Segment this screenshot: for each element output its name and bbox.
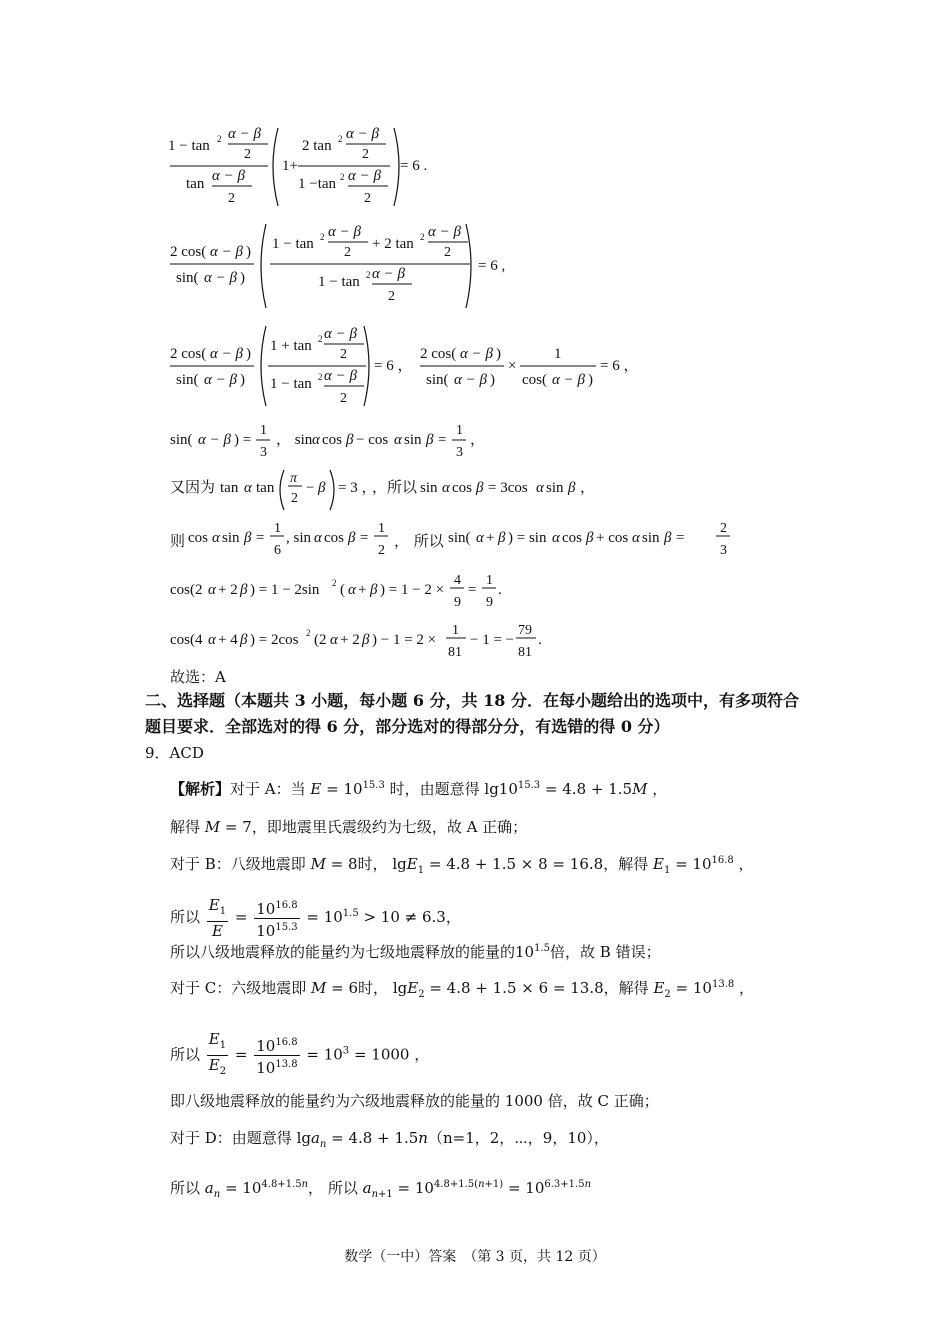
svg-text:α: α: [536, 480, 544, 496]
svg-text:2: 2: [318, 372, 323, 382]
svg-text:2: 2: [318, 334, 323, 344]
svg-text:2 cos(: 2 cos(: [170, 346, 207, 362]
svg-text:1: 1: [260, 423, 267, 438]
svg-text:3: 3: [260, 445, 267, 460]
svg-text:) = 2cos: ) = 2cos: [250, 632, 299, 648]
equation-1: [168, 122, 448, 212]
svg-text:2: 2: [366, 270, 371, 280]
section-2-heading: [145, 688, 825, 740]
svg-text:sin(: sin(: [426, 372, 449, 388]
svg-text:α − β: α − β: [210, 346, 243, 362]
svg-text:1 − tan: 1 − tan: [272, 236, 314, 252]
svg-text:2: 2: [217, 134, 222, 144]
svg-text:+ 4: + 4: [218, 632, 238, 648]
svg-text:sin: sin: [222, 530, 240, 546]
svg-text:= 3cos: = 3cos: [488, 480, 528, 496]
svg-text:=: =: [676, 530, 685, 546]
svg-text:+ 2: + 2: [340, 632, 360, 648]
svg-text:3: 3: [456, 445, 463, 460]
equation-5-math-b: [418, 464, 638, 514]
q9-line-d2: 所以 $a_n = 10^{4.8+1.5n}$， 所以 $a_{n+1} = 10^{4.8+1.5(n+1)} = 10^{6.3+1.5n}$: [170, 1179, 592, 1200]
svg-text:β: β: [426, 432, 434, 448]
svg-text:2: 2: [720, 521, 727, 536]
svg-text:2: 2: [388, 289, 395, 304]
svg-text:β: β: [362, 632, 370, 648]
svg-text:2: 2: [291, 491, 298, 506]
svg-text:2 cos(: 2 cos(: [420, 346, 457, 362]
svg-text:=: =: [438, 432, 447, 448]
svg-text:2: 2: [228, 191, 235, 206]
svg-text:.: .: [498, 582, 502, 598]
svg-text:cos(: cos(: [522, 372, 547, 388]
svg-text:2: 2: [444, 245, 451, 260]
svg-text:3: 3: [720, 543, 727, 558]
svg-text:): ): [246, 346, 251, 362]
svg-text:β: β: [498, 530, 506, 546]
svg-text:): ): [240, 270, 245, 286]
svg-text:sin(: sin(: [448, 530, 471, 546]
q9-line-b2: 所以 $\frac{E_1}{E}$ = $\frac{10^{16.8}}{10^{15.3}}$ = $10^{1.5} > 10 \ne 6.3$，: [170, 896, 461, 940]
svg-text:+ cos: + cos: [596, 530, 629, 546]
svg-text:α − β: α − β: [228, 126, 261, 142]
equation-6-mid: ， 所以: [394, 532, 444, 550]
svg-text:− cos: − cos: [356, 432, 389, 448]
svg-text:tan: tan: [186, 176, 205, 192]
q9-line-d1: 对于 D：由题意得 lga$_n$ = 4.8 + 1.5n（n=1，2，⋯，9，10），: [170, 1129, 609, 1150]
svg-text:+: +: [486, 530, 495, 546]
svg-text:tan: tan: [256, 480, 275, 496]
svg-text:, sin: , sin: [286, 530, 312, 546]
svg-text:α − β: α − β: [348, 168, 381, 184]
q9-line-c2: 所以 $\frac{E_1}{E_2}$ = $\frac{10^{16.8}}{10^{13.8}}$ = $10^3 = 1000$ ，: [170, 1030, 430, 1077]
equation-7: [168, 566, 528, 614]
svg-text:cos: cos: [452, 480, 472, 496]
svg-text:2: 2: [332, 578, 337, 588]
svg-text:2 tan: 2 tan: [302, 138, 332, 154]
svg-text:+ 2 tan: + 2 tan: [372, 236, 414, 252]
svg-text:) = 1 − 2 ×: ) = 1 − 2 ×: [380, 582, 445, 598]
q9-line-b3: 所以八级地震释放的能量约为七级地震释放的能量的$10^{1.5}$倍，故 B 错误；: [170, 943, 661, 961]
svg-text:β: β: [346, 432, 354, 448]
svg-text:β: β: [370, 582, 378, 598]
svg-text:α: α: [208, 632, 216, 648]
q9-line-c1: 对于 C：六级地震即 M = 6时， lgE$_2$ = 4.8 + 1.5 × 6 = 13.8，解得 $E_2 = 10^{13.8}$ ，: [170, 979, 755, 1000]
svg-text:+: +: [358, 582, 367, 598]
svg-text:sin: sin: [404, 432, 422, 448]
svg-text:α: α: [348, 582, 356, 598]
svg-text:β: β: [348, 530, 356, 546]
svg-text:α − β: α − β: [204, 372, 237, 388]
svg-text:2: 2: [340, 172, 345, 182]
eq5-prefix: 又因为: [170, 478, 216, 496]
equation-2: [168, 220, 528, 312]
svg-text:= 6 ，: = 6 ，: [374, 358, 413, 374]
q9-line-a2: 解得 M = 7，即地震里氏震级约为七级，故 A 正确；: [170, 818, 528, 836]
section-2-heading-line-2: 题目要求．全部选对的得 6 分，部分选对的得部分分，有选错的得 0 分）: [145, 717, 670, 736]
svg-text:2: 2: [344, 245, 351, 260]
svg-text:tan: tan: [220, 480, 239, 496]
q9-line-c3: 即八级地震释放的能量约为六级地震释放的能量的 1000 倍，故 C 正确；: [170, 1092, 659, 1110]
svg-text:α: α: [552, 530, 560, 546]
svg-text:sin(: sin(: [170, 432, 193, 448]
svg-text:) =: ) =: [234, 432, 252, 448]
svg-text:cos(4: cos(4: [170, 632, 203, 648]
svg-text:1: 1: [274, 521, 281, 536]
svg-text:α − β: α − β: [324, 368, 357, 384]
svg-text:2: 2: [420, 232, 425, 242]
q9-line-a1: 【解析】对于 A：当 $E = 10^{15.3}$ 时，由题意得 $\lg 10^{15.3} = 4.8 + 1.5M$ ，: [170, 780, 668, 798]
svg-text:α − β: α − β: [324, 326, 357, 342]
svg-text:α − β: α − β: [428, 224, 461, 240]
svg-text:cos: cos: [322, 432, 342, 448]
svg-text:α: α: [244, 480, 252, 496]
equation-8: [168, 616, 568, 664]
svg-text:β: β: [240, 632, 248, 648]
svg-text:cos: cos: [188, 530, 208, 546]
svg-text:2: 2: [362, 147, 369, 162]
svg-text:α − β: α − β: [198, 432, 231, 448]
svg-text:= 3 ，: = 3 ，: [338, 480, 377, 496]
svg-text:α − β: α − β: [372, 266, 405, 282]
svg-text:α − β: α − β: [552, 372, 585, 388]
svg-text:2: 2: [340, 391, 347, 406]
svg-text:α: α: [632, 530, 640, 546]
svg-text:sin: sin: [546, 480, 564, 496]
svg-text:2 cos(: 2 cos(: [170, 244, 207, 260]
svg-text:=: =: [256, 530, 265, 546]
svg-text:β: β: [586, 530, 594, 546]
svg-text:81: 81: [448, 645, 462, 660]
section-2-heading-line-1: 二、选择题（本题共 3 小题，每小题 6 分，共 18 分．在每小题给出的选项中，有多项符合: [145, 691, 799, 710]
svg-text:α: α: [212, 530, 220, 546]
svg-text:+ 2: + 2: [218, 582, 238, 598]
svg-text:1: 1: [456, 423, 463, 438]
svg-text:2: 2: [378, 543, 385, 558]
svg-text:cos(2: cos(2: [170, 582, 203, 598]
svg-text:−: −: [306, 480, 315, 496]
svg-text:1: 1: [452, 623, 459, 638]
svg-text:81: 81: [518, 645, 532, 660]
svg-text:): ): [588, 372, 593, 388]
svg-text:α − β: α − β: [212, 168, 245, 184]
q9-answer: 9．ACD: [145, 744, 204, 762]
page-footer: 数学（一中）答案 （第 3 页，共 12 页）: [344, 1249, 606, 1265]
svg-text:β: β: [240, 582, 248, 598]
svg-text:.: .: [538, 632, 542, 648]
svg-text:×: ×: [508, 358, 517, 374]
svg-text:α − β: α − β: [204, 270, 237, 286]
svg-text:2: 2: [244, 147, 251, 162]
svg-text:= 6 ，: = 6 ，: [600, 358, 639, 374]
svg-text:2: 2: [320, 232, 325, 242]
svg-text:sin(: sin(: [176, 270, 199, 286]
svg-text:，: ，: [470, 432, 486, 448]
svg-text:1: 1: [486, 573, 493, 588]
svg-text:β: β: [476, 480, 484, 496]
svg-text:(2: (2: [314, 632, 327, 648]
svg-text:β: β: [664, 530, 672, 546]
svg-text:1 − tan: 1 − tan: [270, 376, 312, 392]
svg-text:= 6 .: = 6 .: [400, 158, 428, 174]
svg-text:α: α: [476, 530, 484, 546]
svg-text:α − β: α − β: [328, 224, 361, 240]
q9-line-b1: 对于 B：八级地震即 M = 8时， lgE$_1$ = 4.8 + 1.5 × 8 = 16.8，解得 $E_1 = 10^{16.8}$ ，: [170, 855, 754, 876]
choose-answer: 故选：A: [170, 668, 226, 686]
svg-text:1: 1: [554, 346, 562, 362]
svg-text:sin: sin: [420, 480, 438, 496]
equation-5-mid: ，所以: [372, 478, 418, 496]
svg-text:): ): [240, 372, 245, 388]
svg-text:α: α: [208, 582, 216, 598]
svg-text:=: =: [360, 530, 369, 546]
svg-text:1+: 1+: [282, 158, 298, 174]
svg-text:α: α: [442, 480, 450, 496]
equation-6-math-b: [448, 514, 748, 562]
svg-text:1 + tan: 1 + tan: [270, 338, 312, 354]
svg-text:cos: cos: [562, 530, 582, 546]
svg-text:sin: sin: [642, 530, 660, 546]
svg-text:1: 1: [378, 521, 385, 536]
svg-text:sin(: sin(: [176, 372, 199, 388]
svg-text:，: ，: [580, 480, 596, 496]
svg-text:1 − tan: 1 − tan: [318, 274, 360, 290]
equation-4: [168, 418, 528, 464]
svg-text:− 1 = −: − 1 = −: [470, 632, 515, 648]
equation-6: 则: [170, 532, 186, 550]
svg-text:α − β: α − β: [210, 244, 243, 260]
svg-text:): ): [246, 244, 251, 260]
svg-text:α − β: α − β: [346, 126, 379, 142]
equation-5: [170, 476, 215, 497]
svg-text:1 −tan: 1 −tan: [298, 176, 337, 192]
svg-text:α − β: α − β: [454, 372, 487, 388]
svg-text:4: 4: [454, 573, 461, 588]
svg-text:β: β: [318, 480, 326, 496]
svg-text:2: 2: [306, 628, 311, 638]
svg-text:) − 1 = 2 ×: ) − 1 = 2 ×: [372, 632, 437, 648]
svg-text:) = 1 − 2sin: ) = 1 − 2sin: [250, 582, 320, 598]
svg-text:2: 2: [338, 134, 343, 144]
svg-text:α − β: α − β: [460, 346, 493, 362]
svg-text:9: 9: [486, 595, 493, 610]
svg-text:cos: cos: [324, 530, 344, 546]
svg-text:2: 2: [340, 347, 347, 362]
svg-text:) = sin: ) = sin: [508, 530, 547, 546]
svg-text:β: β: [568, 480, 576, 496]
svg-text:): ): [496, 346, 501, 362]
svg-text:): ): [490, 372, 495, 388]
svg-text:6: 6: [274, 543, 281, 558]
svg-text:79: 79: [518, 623, 532, 638]
svg-text:π: π: [290, 471, 298, 486]
svg-text:9: 9: [454, 595, 461, 610]
svg-text:α: α: [314, 530, 322, 546]
svg-text:= 6 ,: = 6 ,: [478, 258, 506, 274]
svg-text:β: β: [244, 530, 252, 546]
svg-text:=: =: [468, 582, 477, 598]
svg-text:α: α: [312, 432, 320, 448]
svg-text:α: α: [394, 432, 402, 448]
equation-3: [168, 322, 648, 410]
svg-text:2: 2: [364, 191, 371, 206]
svg-text:(: (: [340, 582, 345, 598]
svg-text:α: α: [330, 632, 338, 648]
svg-text:， sin: ， sin: [276, 432, 313, 448]
svg-text:1 − tan: 1 − tan: [168, 138, 210, 154]
